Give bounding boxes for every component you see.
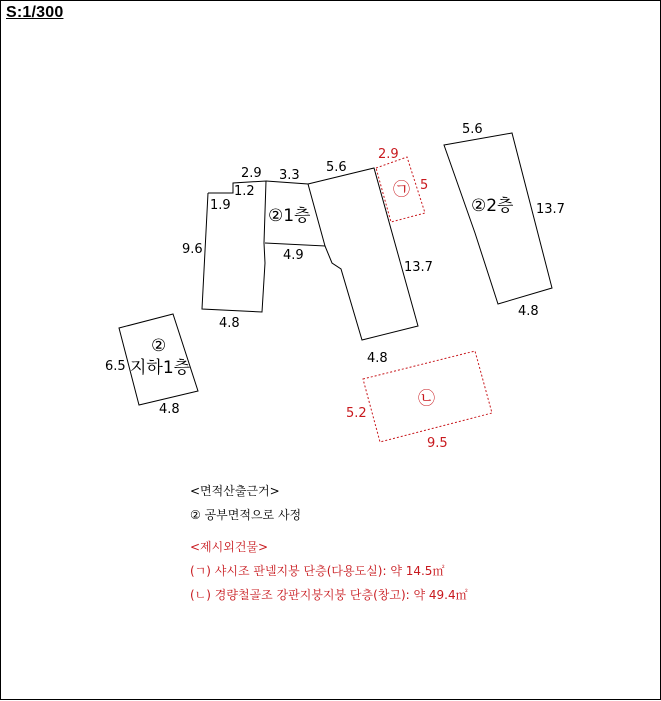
scale-label: S:1/300 bbox=[6, 4, 64, 21]
floor1-dim-step: 1.2 bbox=[234, 184, 255, 199]
floor2-dim-right: 13.7 bbox=[536, 202, 565, 217]
outside-building-item-a: (ㄱ) 샤시조 판넬지붕 단층(다용도실): 약 14.5㎡ bbox=[190, 564, 445, 578]
basement-dim-bottom: 4.8 bbox=[159, 402, 180, 417]
floor2-dim-bottom: 4.8 bbox=[518, 304, 539, 319]
annex-a-dim-right: 5 bbox=[420, 178, 429, 193]
floor1-dim-left: 9.6 bbox=[182, 242, 203, 257]
floor1-dim-top-c: 5.6 bbox=[326, 160, 347, 175]
floor1-dim-right: 13.7 bbox=[404, 260, 433, 275]
outside-building-item-b: (ㄴ) 경량철골조 강판지붕지붕 단층(창고): 약 49.4㎡ bbox=[190, 588, 468, 602]
basement-circle-label: ② bbox=[151, 336, 167, 356]
annex-b-label: ㉡ bbox=[418, 389, 435, 409]
annex-b-dim-left: 5.2 bbox=[346, 406, 367, 421]
annex-b-dim-bottom: 9.5 bbox=[427, 436, 448, 451]
floor2-dim-top: 5.6 bbox=[462, 122, 483, 137]
area-basis-item: ② 공부면적으로 사정 bbox=[190, 508, 302, 522]
floor1-dim-top-b: 3.3 bbox=[279, 168, 300, 183]
basement-name-label: 지하1층 bbox=[130, 358, 191, 378]
floor1-label: ②1층 bbox=[268, 206, 311, 226]
outside-building-title: <제시외건물> bbox=[190, 540, 269, 554]
floor2-outline bbox=[444, 133, 552, 304]
area-basis-title: <면적산출근거> bbox=[190, 484, 280, 498]
floor1-dim-step2: 1.9 bbox=[210, 198, 231, 213]
annex-a-label: ㉠ bbox=[393, 180, 410, 200]
basement-dim-left: 6.5 bbox=[105, 359, 126, 374]
floor2-label: ②2층 bbox=[471, 196, 514, 216]
notes-block bbox=[190, 479, 468, 607]
floor1-dim-bottom-left: 4.8 bbox=[219, 316, 240, 331]
floor1-dim-bottom-right: 4.8 bbox=[367, 351, 388, 366]
floor1-dim-mid: 4.9 bbox=[283, 248, 304, 263]
annex-a-dim-top: 2.9 bbox=[378, 147, 399, 162]
floor1-dim-top-a: 2.9 bbox=[241, 166, 262, 181]
